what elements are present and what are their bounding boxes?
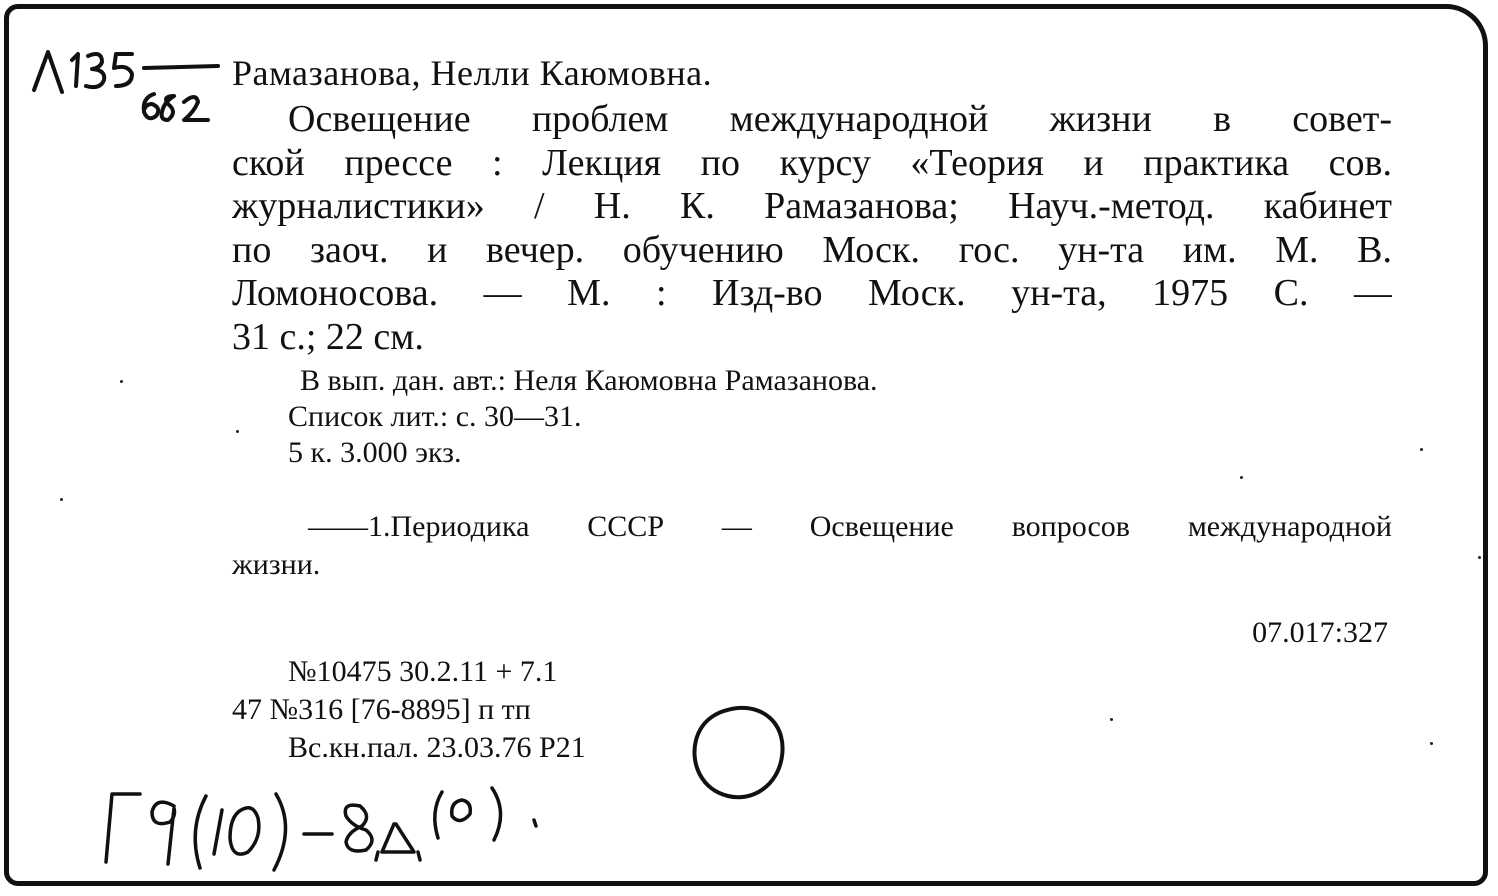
publisher-line: Вс.кн.пал. 23.03.76 Р21 (288, 731, 586, 764)
handwritten-classification (96, 772, 676, 882)
speck (1420, 448, 1423, 451)
speck (236, 430, 239, 433)
publisher-line: №10475 30.2.11 + 7.1 (288, 655, 558, 688)
speck (1430, 742, 1433, 745)
description-line: Освещение проблем международной жизни в совет- (288, 98, 1392, 140)
speck (1110, 718, 1113, 721)
author-heading: Рамазанова, Нелли Каюмовна. (232, 53, 713, 93)
speck (1478, 556, 1481, 559)
description-line: 31 с.; 22 см. (232, 315, 424, 358)
handwritten-call-number (28, 38, 228, 130)
note-author-data: В вып. дан. авт.: Неля Каюмовна Рамазанова. (300, 364, 878, 397)
description-line: журналистики» / Н. К. Рамазанова; Науч.-метод. кабинет (232, 185, 1392, 227)
note-bibliography: Список лит.: с. 30—31. (288, 400, 582, 433)
description-line: Ломоносова. — М. : Изд-во Моск. ун-та, 1975 С. — (232, 272, 1392, 314)
note-price-print-run: 5 к. 3.000 экз. (288, 436, 462, 469)
udc-index: 07.017:327 (1252, 616, 1388, 649)
description-line: ской прессе : Лекция по курсу «Теория и практика сов. (232, 141, 1392, 184)
subject-line: ——1.Периодика СССР — Освещение вопросов международной (308, 510, 1392, 543)
speck (120, 380, 123, 383)
circle-mark (686, 702, 790, 806)
description-line: по заоч. и вечер. обучению Моск. гос. ун-та им. М. В. (232, 228, 1392, 271)
speck (1240, 476, 1243, 479)
subject-heading (232, 508, 1392, 584)
title-description (232, 98, 1392, 359)
subject-line: жизни. (232, 548, 321, 581)
speck (60, 498, 63, 501)
publisher-line: 47 №316 [76-8895] п тп (232, 693, 531, 726)
